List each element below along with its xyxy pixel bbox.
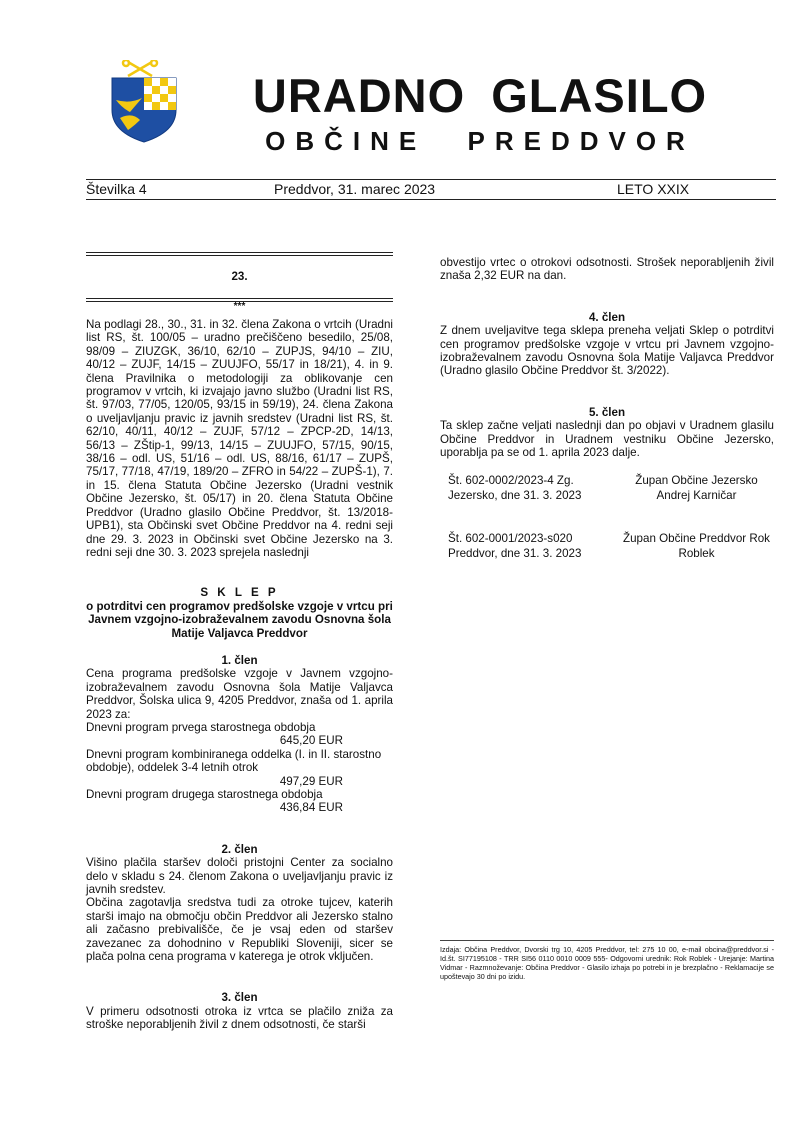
sklep-subtitle: o potrditvi cen programov predšolske vzgoje v vrtcu pri Javnem vzgojno-izobraževalnem zavodu Osnovna šola Matije Valjavca Preddvor: [86, 599, 393, 640]
clen-2-title: 2. člen: [221, 842, 258, 856]
clen-1-title: 1. člen: [221, 653, 258, 667]
clen-5-title: 5. člen: [588, 405, 626, 419]
legal-basis: Na podlagi 28., 30., 31. in 32. člena Zakona o vrtcih (Uradni list RS, št. 100/05 – uradno prečiščeno besedilo, 25/08, 98/09 – ZIUZGK, 36/10, 62/10 – ZUPJS, 94/10 – ZIU, 40/12 – ZUJF, 14/15 – ZUUJFO, 55/17 in 18/21), 4. in 9. člena Pravilnika o metodologiji za oblikovanje cen programov v vrtcih, ki izvajajo javno službo (Uradni list RS, št. 97/03, 77/05, 120/05, 93/15 in 59/19), 24. člena Zakona o uveljavljanju pravic iz javnih sredstev (Uradni list RS, št. 62/10, 40/11, 40/12 – ZUJF, 57/12 – ZPCP-2D, 14/13, 56/13 – ZŠtip-1, 99/13, 14/15 – ZUUJFO, 57/15, 90/15, 38/16 – odl. US, 51/16 – odl. US, 88/16, 61/17 – ZUPŠ, 75/17, 77/18, 47/19, 189/20 – ZFRO in 54/22 – ZUPŠ-1), 7. in 15. člena Statuta Občine Jezersko (Uradni vestnik Občine Jezersko, št. 05/17) in 20. člena Statuta Občine Preddvor (Uradno glasilo Občine Preddvor, št. 13/2018-UPB1), sta Občinski svet Občine Preddvor na 4. redni seji dne 29. 3. 2023 in Občinski svet Občine Jezersko na 3. redni seji dne 30. 3. 2023 sprejela naslednji: [86, 318, 393, 559]
sklep-title: S K L E P: [200, 586, 279, 600]
rule: [86, 252, 393, 256]
coat-of-arms-icon: [110, 60, 178, 144]
issue-date: Preddvor, 31. marec 2023: [274, 181, 436, 197]
right-column: [440, 256, 774, 561]
header-rule-top: [86, 179, 776, 180]
clen-5-text: Ta sklep začne veljati naslednji dan po objavi v Uradnem glasilu Občine Preddvor in Uradnem vestniku Občine Jezersko, uporablja pa se od 1. aprila 2023 dalje.: [440, 419, 774, 460]
imprint: Izdaja: Občina Preddvor, Dvorski trg 10, 4205 Preddvor, tel: 275 10 00, e-mail obcina@preddvor.si - Id.št. SI77195108 - TRR SI56 0110 0010 0009 555- Odgovorni urednik: Rok Roblek - Urejanje: Martina Vidmar - Razmnoževanje: Občina Preddvor - Glasilo izhaja po potrebi in je brezplačno - Reklamacije se upoštevajo 30 dni po izidu.: [440, 940, 774, 981]
signature-jezersko: [440, 473, 774, 503]
clen-3-continued: obvestijo vrtec o otrokovi odsotnosti. Strošek neporabljenih živil znaša 2,32 EUR na dan.: [440, 256, 774, 283]
price-1: 645,20 EUR: [279, 734, 343, 748]
price-2: 497,29 EUR: [279, 774, 343, 788]
signature-ref: Št. 602-0002/2023-4 Zg. Jezersko, dne 31. 3. 2023: [448, 474, 582, 503]
clen-2-p2: Občina zagotavlja sredstva tudi za otroke tujcev, katerih starši imajo na območju občin Preddvor ali Jezersko stalno ali začasno prebivališče, če je vsaj eden od staršev zavezanec za dohodnino v Republiki Sloveniji, sicer se plača polna cena programa v katerega je otrok vključen.: [86, 896, 393, 964]
clen-3-text: V primeru odsotnosti otroka iz vrtca se plačilo zniža za stroške neporabljenih živil z dnem odsotnosti, če starši: [86, 1004, 393, 1032]
publication-title: URADNO GLASILO: [252, 69, 708, 122]
publication-subtitle: OBČINE PREDDVOR: [265, 126, 695, 156]
signature-ref: Št. 602-0001/2023-s020 Preddvor, dne 31. 3. 2023: [448, 532, 582, 561]
clen-4-text: Z dnem uveljavitve tega sklepa preneha veljati Sklep o potrditvi cen programov predšolske vzgoje v vrtcu pri Javnem vzgojno-izobraževalnem zavodu Osnovna šola Matije Valjavca Preddvor (Uradno glasilo Občine Preddvor št. 3/2022).: [440, 324, 774, 378]
act-number: 23.: [231, 270, 248, 283]
signature-mayor: Župan Občine Jezersko Andrej Karničar: [635, 474, 758, 503]
stars: ***: [233, 301, 246, 312]
signature-mayor: Župan Občine Preddvor Rok Roblek: [623, 532, 770, 561]
header-rule-bottom: [86, 199, 776, 200]
price-3: 436,84 EUR: [279, 801, 343, 815]
issue-year: LETO XXIX: [617, 181, 690, 197]
issue-number: Številka 4: [86, 181, 147, 197]
program-1: Dnevni program prvega starostnega obdobja: [86, 720, 316, 734]
program-2: Dnevni program kombiniranega oddelka (I. in II. starostno obdobje), oddelek 3-4 letnih otrok: [86, 747, 382, 775]
clen-3-title: 3. člen: [221, 991, 258, 1005]
clen-1-text: Cena programa predšolske vzgoje v Javnem vzgojno-izobraževalnem zavodu Osnovna šola Matije Valjavca Preddvor, Šolska ulica 9, 4205 Preddvor, znaša od 1. aprila 2023 za:: [86, 667, 393, 721]
clen-4-title: 4. člen: [588, 310, 626, 324]
left-column: [86, 252, 393, 1032]
clen-2-p1: Višino plačila staršev določi pristojni Center za socialno delo v skladu s 24. členom Zakona o uveljavljanju pravic iz javnih sredstev.: [86, 856, 393, 897]
program-3: Dnevni program drugega starostnega obdobja: [86, 788, 323, 801]
signature-preddvor: [440, 531, 774, 561]
